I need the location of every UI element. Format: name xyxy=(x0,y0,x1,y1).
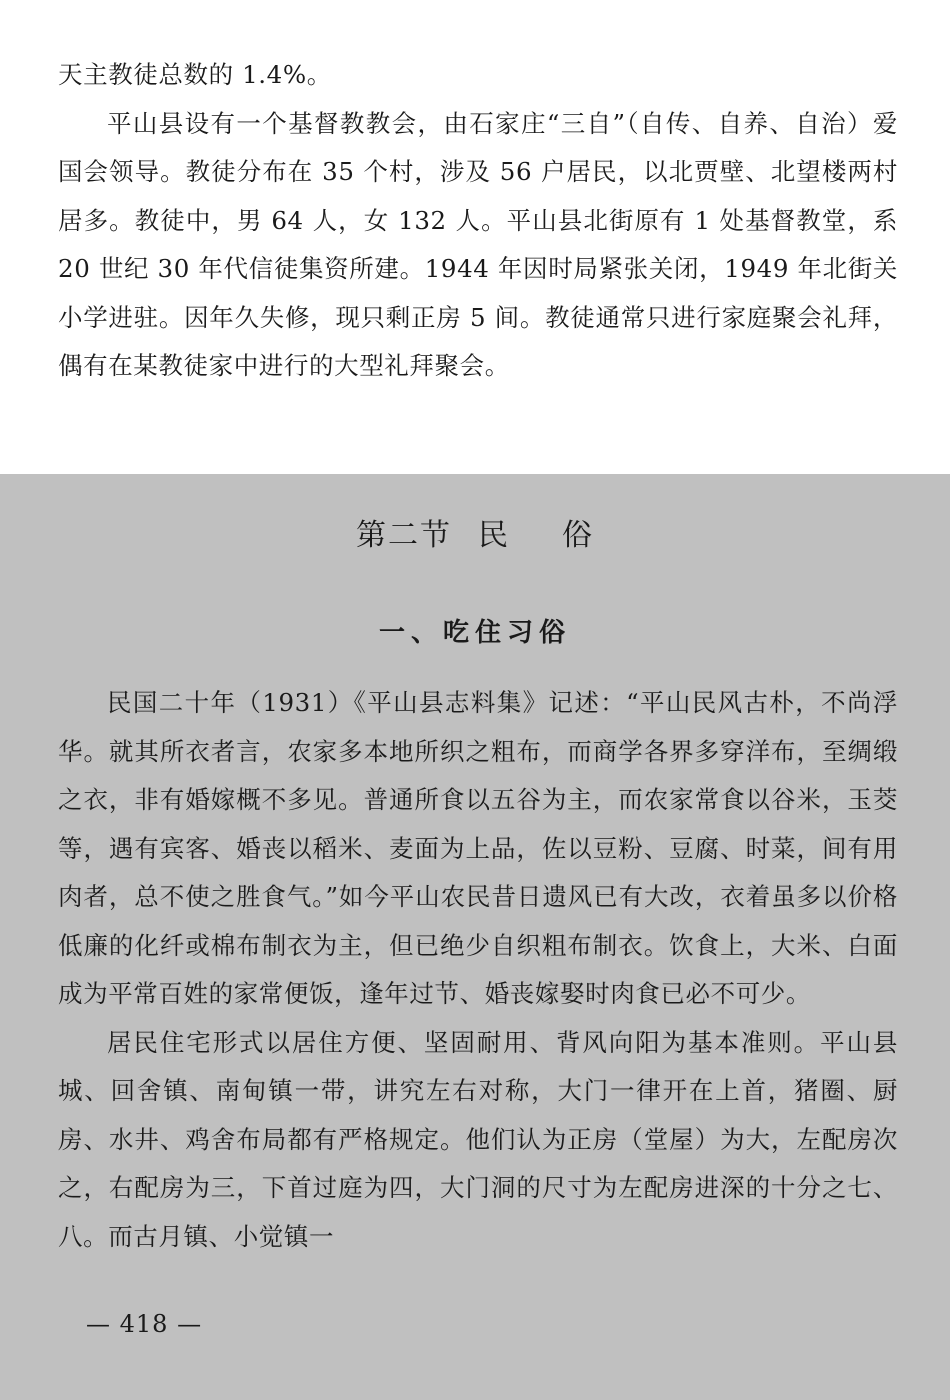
section-name-part-1: 民 xyxy=(478,518,510,553)
paragraph-continuation: 天主教徒总数的 1.4%。 xyxy=(58,60,332,89)
paragraph-christian-church: 平山县设有一个基督教教会，由石家庄“三自”（自传、自养、自治）爱国会领导。教徒分布在 35 个村，涉及 56 户居民，以北贾壁、北望楼两村居多。教徒中，男 64 人，女 132 人。平山县北街原有 1 处基督教堂，系 20 世纪 30 年代信徒集资所建。1944 年因时局紧张关闭，1949 年北街关小学进驻。因年久失修，现只剩正房 5 间。教徒通常只进行家庭聚会礼拜，偶有在某教徒家中进行的大型礼拜聚会。 xyxy=(58,108,898,380)
bottom-text-block xyxy=(58,679,898,1261)
page-number: — 418 — xyxy=(86,1310,203,1338)
section-name-part-2: 俗 xyxy=(562,518,594,553)
top-text-block xyxy=(58,51,898,391)
section-number: 第二节 xyxy=(356,518,452,553)
paragraph-food-clothing: 民国二十年（1931）《平山县志料集》记述：“平山民风古朴，不尚浮华。就其所衣者言，农家多本地所织之粗布，而商学各界多穿洋布，至绸缎之衣，非有婚嫁概不多见。普通所食以五谷为主，而农家常食以谷米，玉茭等，遇有宾客、婚丧以稻米、麦面为上品，佐以豆粉、豆腐、时菜，间有用肉者，总不使之胜食气。”如今平山农民昔日遗风已有大改，衣着虽多以价格低廉的化纤或棉布制衣为主，但已绝少自织粗布制衣。饮食上，大米、白面成为平常百姓的家常便饭，逢年过节、婚丧嫁娶时肉食已必不可少。 xyxy=(58,688,898,1008)
subsection-heading: 一、吃住习俗 xyxy=(378,618,571,648)
section-heading xyxy=(0,510,950,554)
paragraph-housing: 居民住宅形式以居住方便、坚固耐用、背风向阳为基本准则。平山县城、回舍镇、南甸镇一带，讲究左右对称，大门一律开在上首，猪圈、厨房、水井、鸡舍布局都有严格规定。他们认为正房（堂屋）为大，左配房次之，右配房为三，下首过庭为四，大门洞的尺寸为左配房进深的十分之七、八。而古月镇、小觉镇一 xyxy=(58,1027,898,1251)
